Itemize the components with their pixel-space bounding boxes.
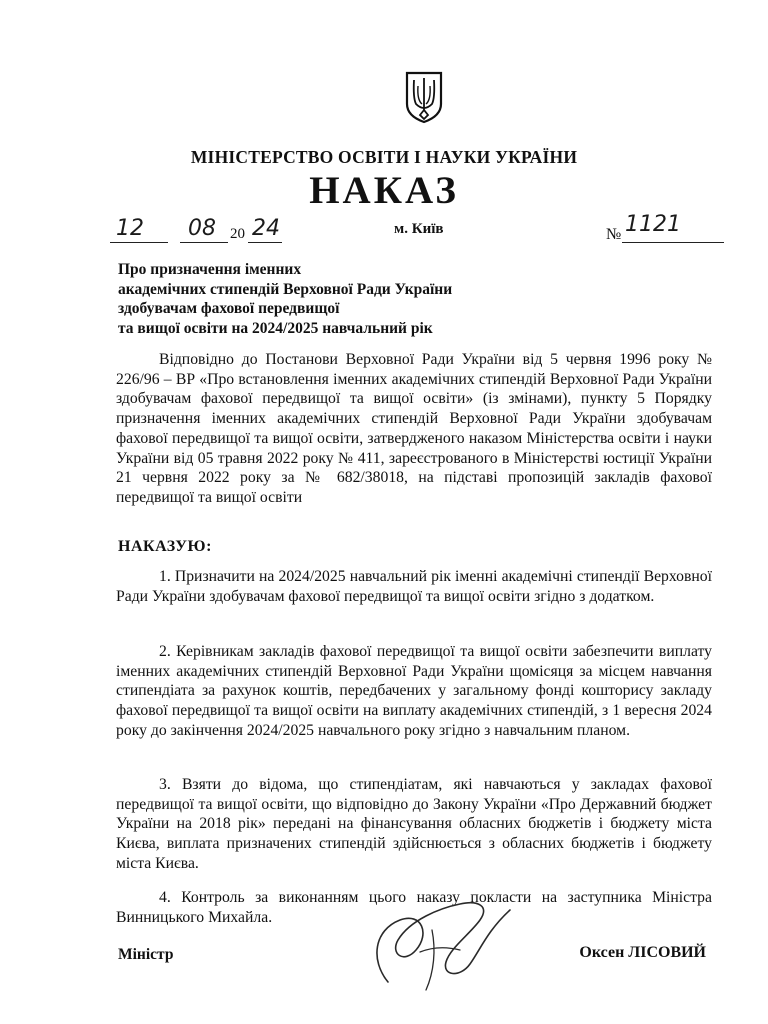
date-year-line <box>248 242 282 243</box>
date-year-prefix: 20 <box>230 226 245 242</box>
orders-heading: НАКАЗУЮ: <box>118 538 212 555</box>
order-item-4: 4. Контроль за виконанням цього наказу покласти на заступника Міністра Винницького Михайла. <box>116 889 712 926</box>
number-sign: № <box>606 226 622 243</box>
date-number-row <box>110 212 730 252</box>
date-year-suffix: 24 <box>252 216 280 241</box>
document-number: 1121 <box>625 212 681 237</box>
city: м. Київ <box>394 221 444 237</box>
ministry-title: МІНІСТЕРСТВО ОСВІТИ І НАУКИ УКРАЇНИ <box>190 147 578 167</box>
date-month: 08 <box>188 216 216 241</box>
date-day: 12 <box>116 216 144 241</box>
document-subject <box>118 260 538 338</box>
subject-line: Про призначення іменних <box>118 261 302 278</box>
subject-line: та вищої освіти на 2024/2025 навчальний рік <box>118 319 433 337</box>
signer-title: Міністр <box>118 946 174 963</box>
subject-line: академічних стипендій Верховної Ради України <box>118 280 453 298</box>
document-type-heading: НАКАЗ <box>309 169 459 212</box>
number-line <box>622 242 724 243</box>
subject-line: здобувачам фахової передвищої <box>118 300 340 317</box>
order-item-3: 3. Взяти до відома, що стипендіатам, які навчаються у закладах фахової передвищої та вищої освіти, що відповідно до Закону України «Про Державний бюджет України на 2018 рік» передані на фінансування обласних бюджетів і бюджету міста Києва, виплата призначених стипендій здійснюється з обласних бюджетів і бюджету міста Києва. <box>116 776 712 872</box>
date-day-line <box>110 242 168 243</box>
trident-coat-of-arms-icon <box>404 70 444 124</box>
date-month-line <box>180 242 228 243</box>
preamble-paragraph: Відповідно до Постанови Верховної Ради України від 5 червня 1996 року № 226/96 – ВР «Про встановлення іменних академічних стипендій Верховної Ради України здобувачам фахової передвищої та вищої освіти» (із змінами), пункту 5 Порядку призначення іменних академічних стипендій Верховної Ради України здобувачам фахової передвищої та вищої освіти, затвердженого наказом Міністерства освіти і науки України від 05 травня 2022 року № 411, зареєстрованого в Міністерстві юстиції України 21 червня 2022 року за № 682/38018, на підставі пропозицій закладів фахової передвищої та вищої освіти <box>116 351 712 506</box>
signer-name: Оксен ЛІСОВИЙ <box>579 944 706 961</box>
order-item-1: 1. Призначити на 2024/2025 навчальний рік іменні академічні стипендії Верховної Ради України здобувачам фахової передвищої та вищої освіти згідно з додатком. <box>116 568 712 605</box>
order-item-2: 2. Керівникам закладів фахової передвищої та вищої освіти забезпечити виплату іменних академічних стипендій Верховної Ради України щомісяця за місцем навчання стипендіата за рахунок коштів, передбачених у загальному фонді кошторису закладу фахової передвищої та вищої освіти на виплату академічних стипендій, з 1 вересня 2024 року до закінчення 2024/2025 навчального року згідно з навчальним планом. <box>116 643 712 739</box>
